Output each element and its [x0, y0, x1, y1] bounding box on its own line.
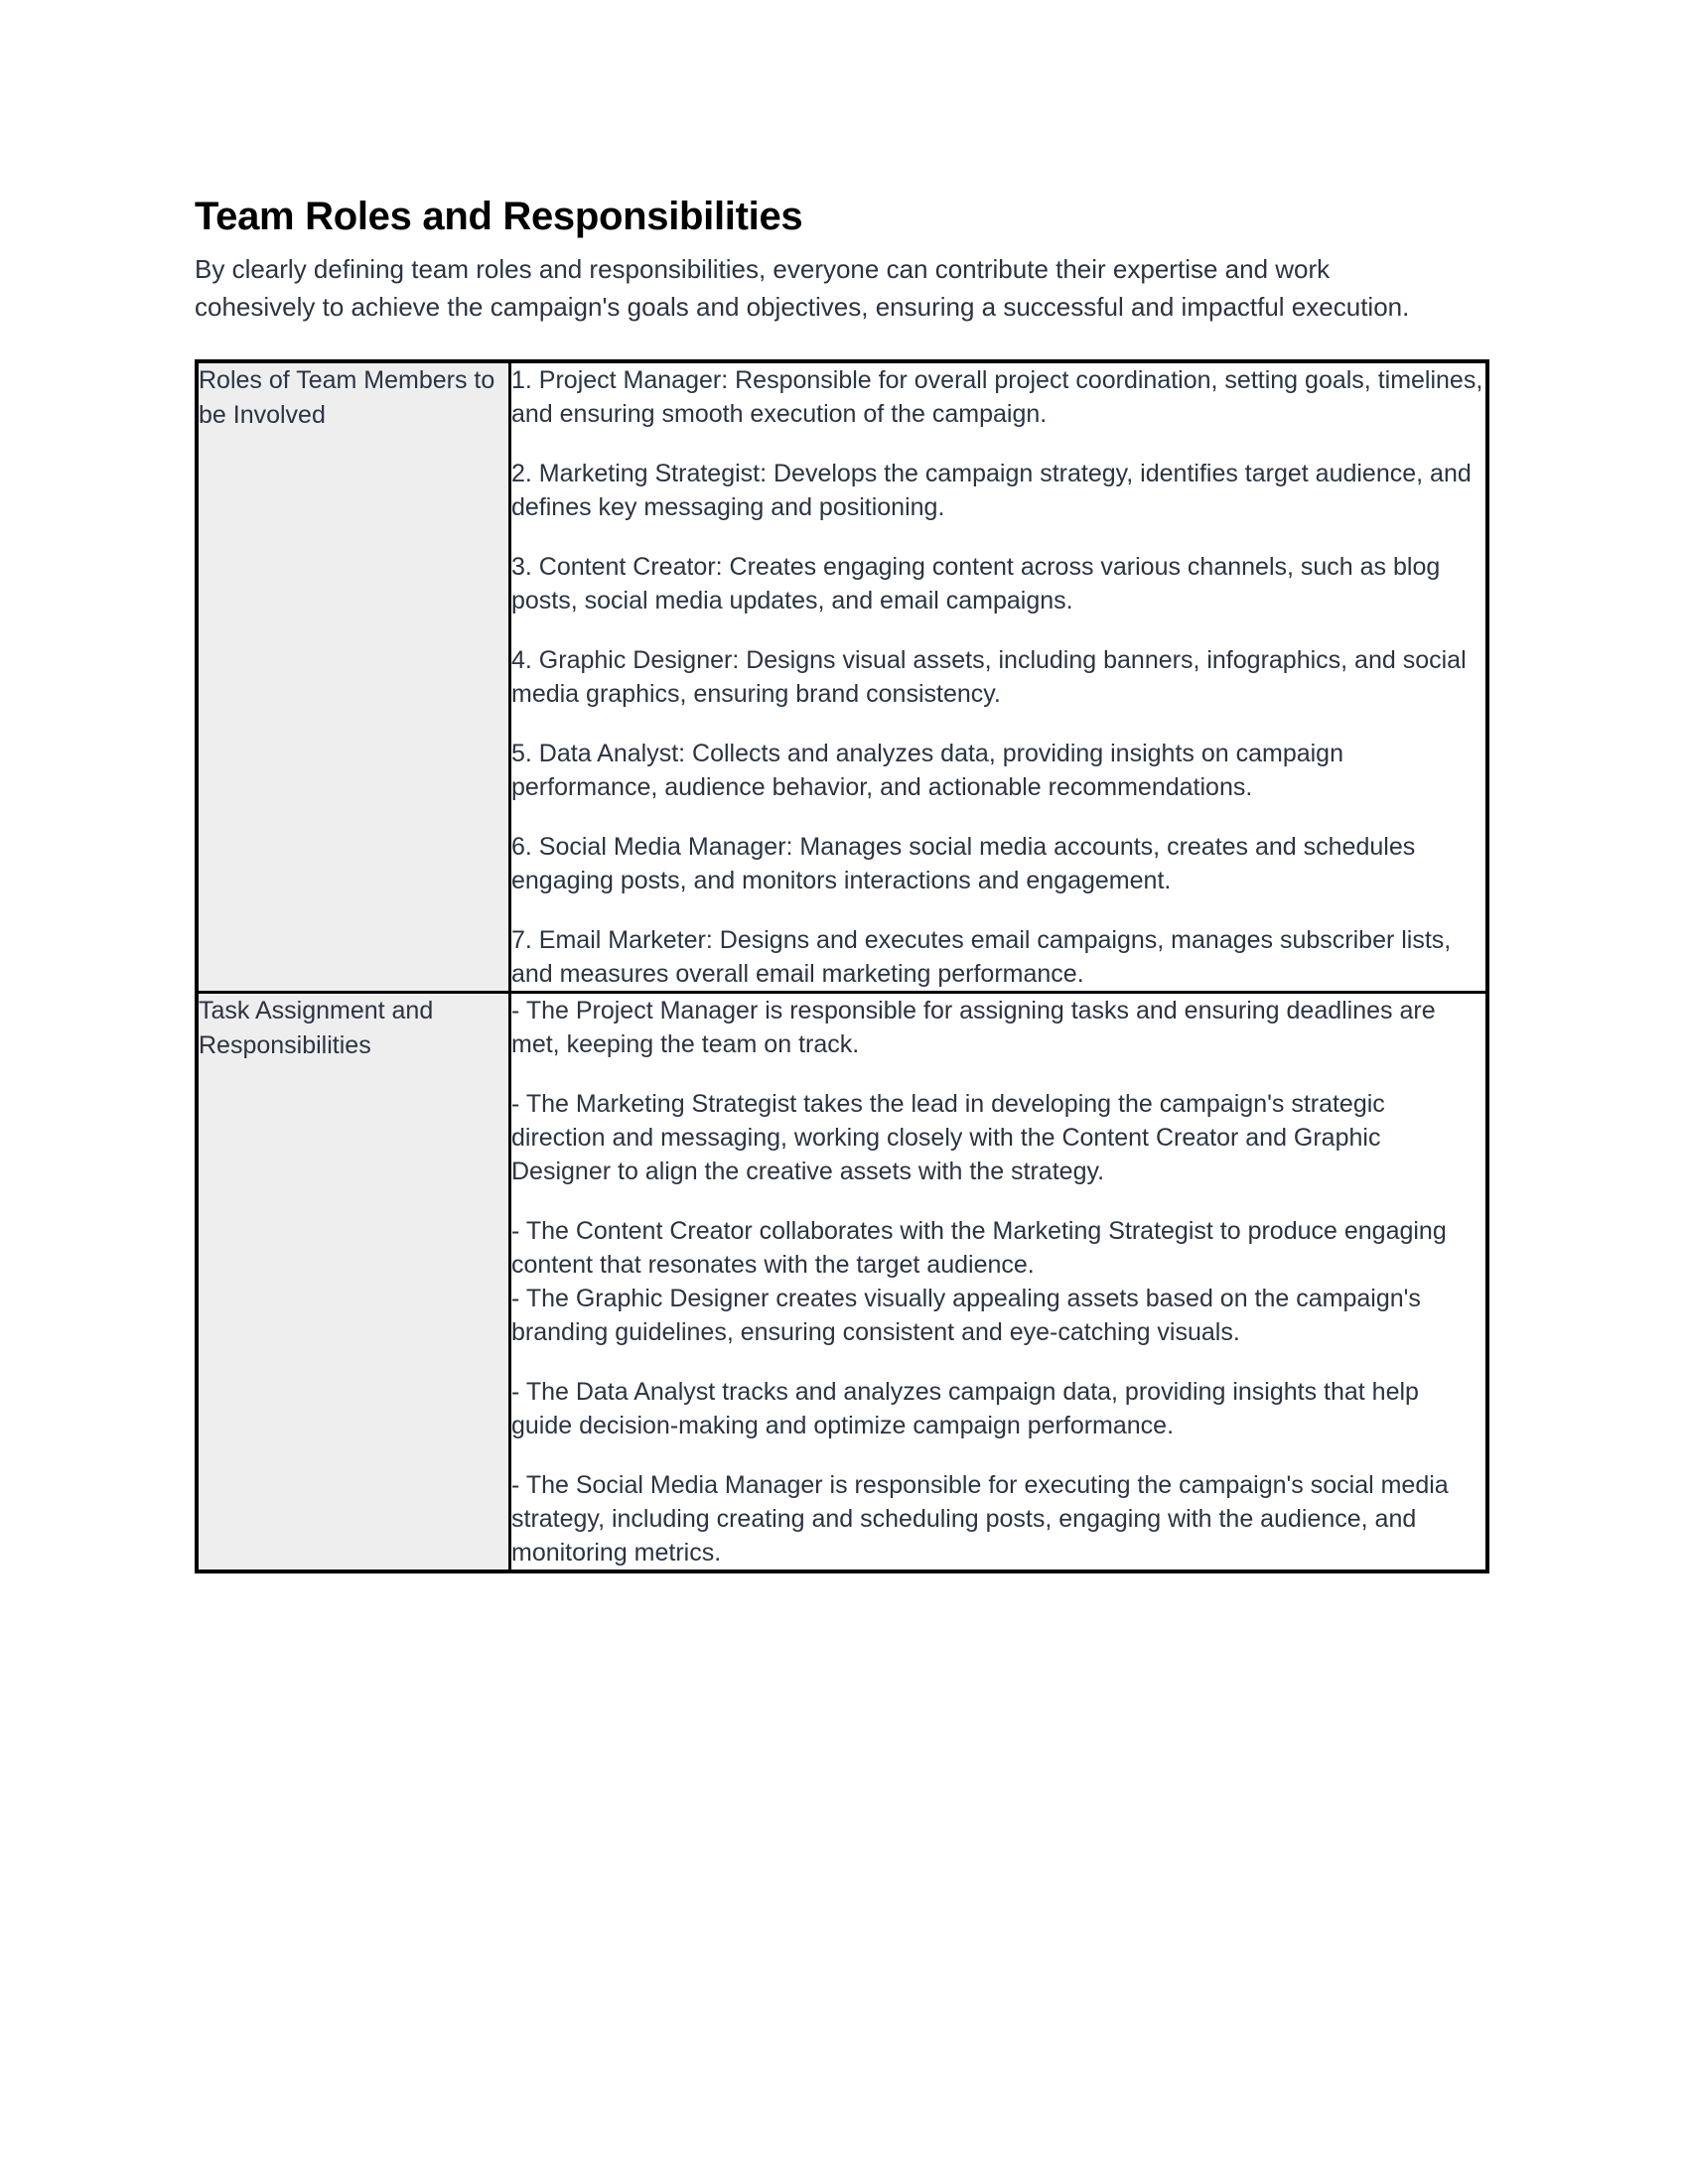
- task-item: - The Data Analyst tracks and analyzes campaign data, providing insights that help guide decision-making and optimize campaign performance.: [511, 1378, 1419, 1440]
- intro-paragraph: By clearly defining team roles and responsibilities, everyone can contribute their expertise and work cohesively to achieve the campaign's goals and objectives, ensuring a successful and impactful execution.: [195, 254, 1410, 322]
- role-item: 2. Marketing Strategist: Develops the campaign strategy, identifies target audience, and defines key messaging and positioning.: [511, 460, 1472, 522]
- role-item: 1. Project Manager: Responsible for overall project coordination, setting goals, timelines, and ensuring smooth execution of the campaign.: [511, 366, 1483, 429]
- row-label-cell-roles: [197, 361, 510, 993]
- table-row: [197, 993, 1487, 1572]
- role-item: 4. Graphic Designer: Designs visual assets, including banners, infographics, and social media graphics, ensuring brand consistency.: [511, 646, 1467, 709]
- row-label-text: Roles of Team Members to be Involved: [199, 366, 495, 429]
- task-item-group: [511, 1214, 1485, 1349]
- roles-responsibilities-table: [195, 359, 1489, 1573]
- role-item: 5. Data Analyst: Collects and analyzes data, providing insights on campaign performance, audience behavior, and actionable recommendations.: [511, 740, 1343, 802]
- task-item: - The Social Media Manager is responsible for executing the campaign's social media strategy, including creating and scheduling posts, engaging with the audience, and monitoring metrics.: [511, 1471, 1449, 1568]
- table-row: [197, 361, 1487, 993]
- row-label-text: Task Assignment and Responsibilities: [199, 997, 434, 1059]
- row-content-cell-roles: [510, 361, 1488, 993]
- page-title: Team Roles and Responsibilities: [195, 195, 803, 238]
- row-label-cell-tasks: [197, 993, 510, 1572]
- role-item: 6. Social Media Manager: Manages social media accounts, creates and schedules engaging posts, and monitors interactions and engagement.: [511, 833, 1416, 895]
- task-item: - The Content Creator collaborates with the Marketing Strategist to produce engaging content that resonates with the target audience.: [511, 1217, 1447, 1280]
- task-item: - The Project Manager is responsible for assigning tasks and ensuring deadlines are met, keeping the team on track.: [511, 997, 1436, 1059]
- role-item: 7. Email Marketer: Designs and executes email campaigns, manages subscriber lists, and measures overall email marketing performance.: [511, 926, 1452, 989]
- role-item: 3. Content Creator: Creates engaging content across various channels, such as blog posts, social media updates, and email campaigns.: [511, 553, 1441, 615]
- task-item: - The Marketing Strategist takes the lead in developing the campaign's strategic direction and messaging, working closely with the Content Creator and Graphic Designer to align the creative assets with the strategy.: [511, 1090, 1385, 1186]
- row-content-cell-tasks: [510, 993, 1488, 1572]
- task-item: - The Graphic Designer creates visually appealing assets based on the campaign's branding guidelines, ensuring consistent and eye-catching visuals.: [511, 1285, 1421, 1347]
